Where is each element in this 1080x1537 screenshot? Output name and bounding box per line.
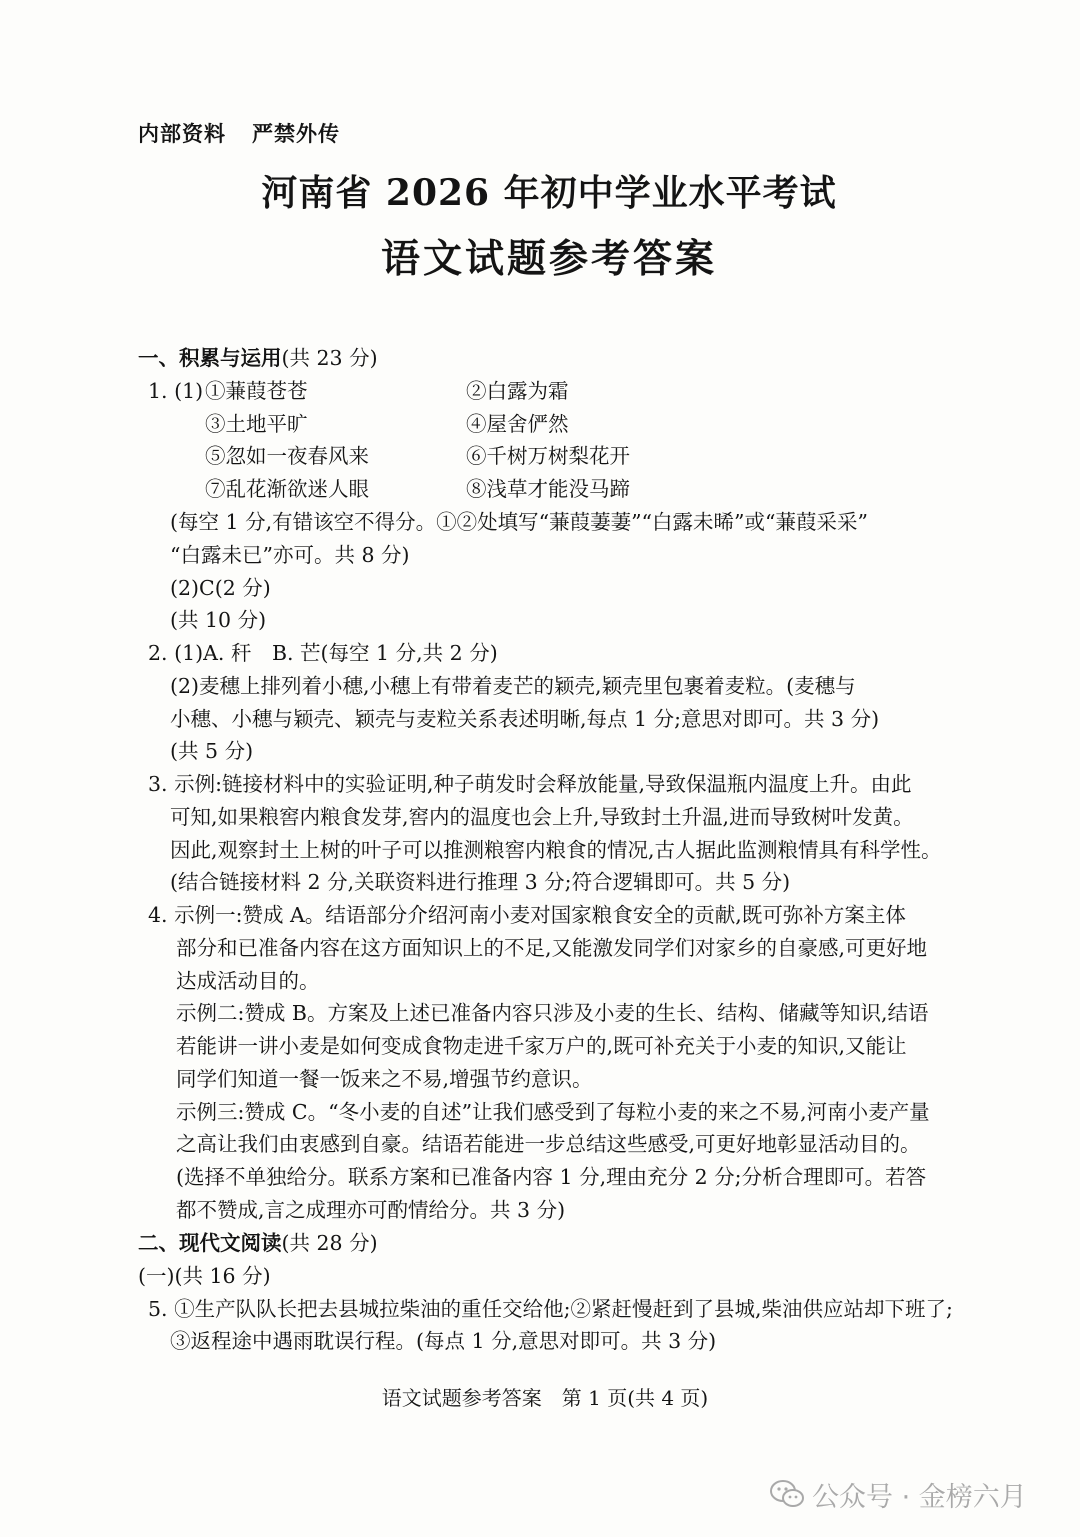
q1-answer-8: ⑧浅草才能没马蹄 xyxy=(466,477,630,501)
q4-line-6: 同学们知道一餐一饭来之不易,增强节约意识。 xyxy=(176,1067,593,1091)
watermark xyxy=(770,1470,1027,1518)
q5-line-2: ③返程途中遇雨耽误行程。(每点 1 分,意思对即可。共 3 分) xyxy=(170,1329,717,1353)
q2-line-1: 2. (1)A. 秆 B. 芒(每空 1 分,共 2 分) xyxy=(148,641,498,665)
section-heading-1 xyxy=(138,344,378,372)
wechat-icon xyxy=(770,1479,804,1509)
q2-line-2: (2)麦穗上排列着小穗,小穗上有带着麦芒的颖壳,颖壳里包裹着麦粒。(麦穗与 xyxy=(170,674,856,698)
subsection-heading-1: (一)(共 16 分) xyxy=(138,1264,271,1288)
q2-line-3: 小穗、小穗与颖壳、颖壳与麦粒关系表述明晰,每点 1 分;意思对即可。共 3 分) xyxy=(170,707,880,731)
q3-line-3: 因此,观察封土上树的叶子可以推测粮窖内粮食的情况,古人据此监测粮情具有科学性。 xyxy=(170,838,942,862)
q1-answer-7: ⑦乱花渐欲迷人眼 xyxy=(205,477,369,501)
q1-answer-2: ②白露为霜 xyxy=(466,379,569,403)
exam-title: 河南省 2026 年初中学业水平考试 xyxy=(261,172,837,214)
q2-total: (共 5 分) xyxy=(170,739,254,763)
q4-line-1: 4. 示例一:赞成 A。结语部分介绍河南小麦对国家粮食安全的贡献,既可弥补方案主体 xyxy=(148,903,906,927)
document-title: 语文试题参考答案 xyxy=(380,236,717,282)
q3-line-1: 3. 示例:链接材料中的实验证明,种子萌发时会释放能量,导致保温瓶内温度上升。由此 xyxy=(148,772,912,796)
q4-line-10: 都不赞成,言之成理亦可酌情给分。共 3 分) xyxy=(176,1198,566,1222)
q4-line-3: 达成活动目的。 xyxy=(176,969,320,993)
confidential-label-2: 严禁外传 xyxy=(252,121,340,146)
q1-part-2: (2)C(2 分) xyxy=(170,576,271,600)
q4-line-9: (选择不单独给分。联系方案和已准备内容 1 分,理由充分 2 分;分析合理即可。若答 xyxy=(176,1165,927,1189)
confidential-notice xyxy=(138,118,340,148)
q4-line-8: 之高让我们由衷感到自豪。结语若能进一步总结这些感受,可更好地彰显活动目的。 xyxy=(176,1132,921,1156)
section-heading-text: 一、积累与运用 xyxy=(138,346,282,370)
watermark-text: 公众号 · 金榜六月 xyxy=(812,1481,1027,1513)
section-heading-text: 二、现代文阅读 xyxy=(138,1231,282,1255)
q3-line-2: 可知,如果粮窖内粮食发芽,窖内的温度也会上升,导致封土升温,进而导致树叶发黄。 xyxy=(170,805,914,829)
q1-answer-4: ④屋舍俨然 xyxy=(466,412,569,436)
q4-line-2: 部分和已准备内容在这方面知识上的不足,又能激发同学们对家乡的自豪感,可更好地 xyxy=(176,936,928,960)
section-heading-points: (共 28 分) xyxy=(281,1231,378,1255)
q1-note-line-2: “白露未已”亦可。共 8 分) xyxy=(170,543,410,567)
page-footer: 语文试题参考答案 第 1 页(共 4 页) xyxy=(381,1386,709,1410)
q4-line-7: 示例三:赞成 C。“冬小麦的自述”让我们感受到了每粒小麦的来之不易,河南小麦产量 xyxy=(176,1100,930,1124)
q4-line-5: 若能讲一讲小麦是如何变成食物走进千家万户的,既可补充关于小麦的知识,又能让 xyxy=(176,1034,907,1058)
q4-line-4: 示例二:赞成 B。方案及上述已准备内容只涉及小麦的生长、结构、储藏等知识,结语 xyxy=(176,1001,929,1025)
q1-answer-3: ③土地平旷 xyxy=(205,412,308,436)
q1-answer-1: ①蒹葭苍苍 xyxy=(205,379,308,403)
section-heading-2 xyxy=(138,1229,378,1257)
q1-total: (共 10 分) xyxy=(170,608,267,632)
q1-answer-5: ⑤忽如一夜春风来 xyxy=(205,444,369,468)
section-heading-points: (共 23 分) xyxy=(281,346,378,370)
q5-line-1: 5. ①生产队队长把去县城拉柴油的重任交给他;②紧赶慢赶到了县城,柴油供应站却下班了; xyxy=(148,1297,953,1321)
q3-line-4: (结合链接材料 2 分,关联资料进行推理 3 分;符合逻辑即可。共 5 分) xyxy=(170,870,791,894)
q1-label: 1. (1) xyxy=(148,379,204,403)
confidential-label-1: 内部资料 xyxy=(138,121,226,146)
q1-note-line-1: (每空 1 分,有错该空不得分。①②处填写“蒹葭萋萋”“白露未晞”或“蒹葭采采” xyxy=(170,510,868,534)
q1-answer-6: ⑥千树万树梨花开 xyxy=(466,444,630,468)
